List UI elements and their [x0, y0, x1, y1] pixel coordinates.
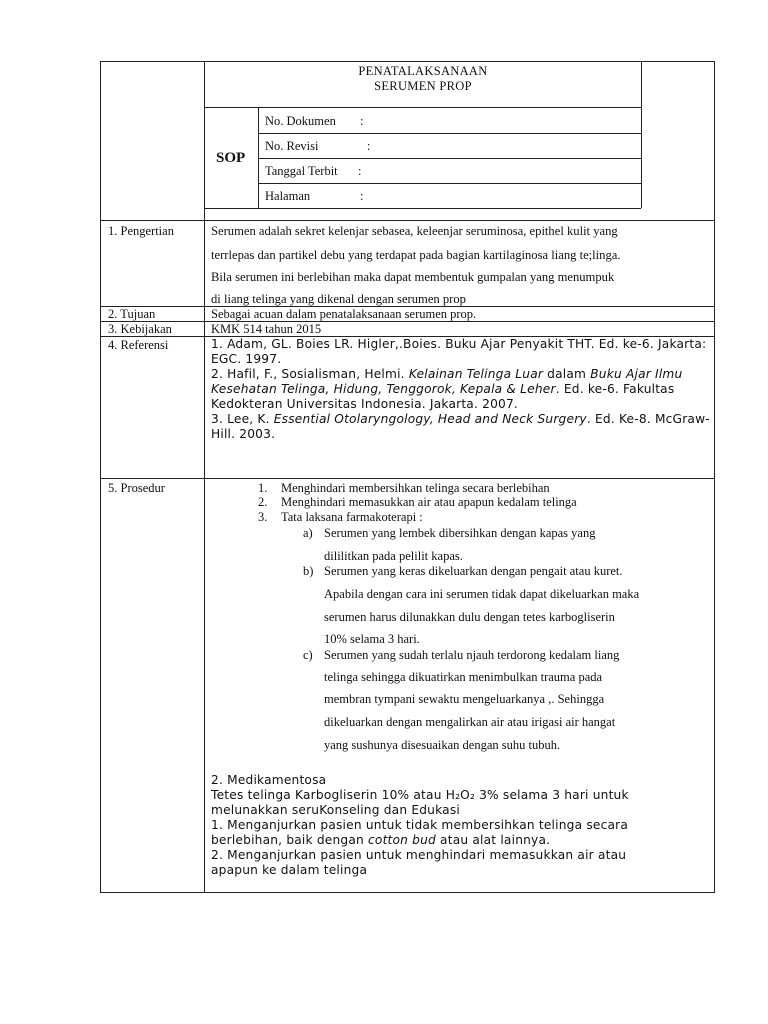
field-colon: :	[360, 114, 364, 128]
pengertian-line: Serumen adalah sekret kelenjar sebasea, keleenjar seruminosa, epithel kulit yang	[211, 224, 618, 238]
label-tujuan: 2. Tujuan	[108, 307, 156, 321]
kebijakan-text: KMK 514 tahun 2015	[211, 322, 322, 336]
sub-mark-b: b)	[303, 564, 314, 578]
ref2-in: dalam	[543, 367, 591, 381]
label-pengertian: 1. Pengertian	[108, 224, 174, 238]
prosedur-item: Menghindari memasukkan air atau apapun kedalam telinga	[281, 495, 577, 509]
referensi-3	[211, 412, 711, 442]
sub-b-line: Serumen yang keras dikeluarkan dengan pengait atau kuret.	[324, 564, 623, 578]
field-no-dokumen	[265, 114, 336, 128]
prosedur-item: Tata laksana farmakoterapi :	[281, 510, 423, 524]
ref2-chapter: Kelainan Telinga Luar	[408, 367, 544, 381]
ref3-pub: . Ed. Ke-8. McGraw-Hill. 2003.	[211, 412, 710, 441]
edukasi-item-1-cont	[211, 833, 550, 848]
medikamentosa-title: 2. Medikamentosa	[211, 773, 327, 787]
sub-b-line: Apabila dengan cara ini serumen tidak dapat dikeluarkan maka	[324, 587, 640, 601]
pengertian-line: terrlepas dan partikel debu yang terdapat pada bagian kartilaginosa liang te;linga.	[211, 248, 621, 262]
sub-c-line: membran tympani sewaktu mengeluarkanya ,. Sehingga	[324, 692, 605, 706]
doc-title-line1: PENATALAKSANAAN	[358, 64, 488, 78]
prosedur-num: 2.	[258, 495, 268, 509]
ref3-author: 3. Lee, K.	[211, 412, 274, 426]
field-colon: :	[358, 164, 362, 178]
label-referensi: 4. Referensi	[108, 338, 169, 352]
label-prosedur: 5. Prosedur	[108, 481, 165, 495]
field-no-revisi	[265, 139, 318, 153]
field-colon: :	[360, 189, 364, 203]
referensi-2	[211, 367, 711, 412]
sop-label: SOP	[216, 150, 246, 166]
sub-c-line: yang sushunya disesuaikan dengan suhu tubuh.	[324, 738, 561, 752]
sub-c-line: dikeluarkan dengan mengalirkan air atau irigasi air hangat	[324, 715, 616, 729]
pengertian-line: Bila serumen ini berlebihan maka dapat membentuk gumpalan yang menumpuk	[211, 270, 615, 284]
field-halaman	[265, 189, 310, 203]
field-label: Tanggal Terbit	[265, 164, 338, 178]
sub-b-line: serumen harus dilunakkan dulu dengan tetes karbogliserin	[324, 610, 615, 624]
edukasi-item-1: 1. Menganjurkan pasien untuk tidak membersihkan telinga secara	[211, 818, 629, 832]
doc-title-line2: SERUMEN PROP	[374, 79, 472, 93]
field-tanggal-terbit	[265, 164, 338, 178]
sub-mark-a: a)	[303, 526, 313, 540]
sub-c-line: Serumen yang sudah terlalu njauh terdorong kedalam liang	[324, 648, 620, 662]
edu1-tail: atau alat lainnya.	[435, 833, 551, 847]
sub-a-line: Serumen yang lembek dibersihkan dengan kapas yang	[324, 526, 596, 540]
prosedur-item: Menghindari membersihkan telinga secara berlebihan	[281, 481, 550, 495]
sub-mark-c: c)	[303, 648, 313, 662]
sub-a-line: dililitkan pada pelilit kapas.	[324, 549, 463, 563]
ref2-authors: 2. Hafil, F., Sosialisman, Helmi.	[211, 367, 409, 381]
sub-c-line: telinga sehingga dikuatirkan menimbulkan trauma pada	[324, 670, 603, 684]
referensi-1: 1. Adam, GL. Boies LR. Higler,.Boies. Buku Ajar Penyakit THT. Ed. ke-6. Jakarta: EGC. 1997.	[211, 337, 707, 366]
prosedur-num: 3.	[258, 510, 268, 524]
field-colon: :	[367, 139, 371, 153]
edukasi-item-2: 2. Menganjurkan pasien untuk menghindari memasukkan air atau	[211, 848, 627, 862]
field-label: No. Dokumen	[265, 114, 336, 128]
edukasi-item-2-cont: apapun ke dalam telinga	[211, 863, 368, 877]
sub-b-line: 10% selama 3 hari.	[324, 632, 420, 646]
prosedur-num: 1.	[258, 481, 268, 495]
ref2-pub: . Ed. ke-6. Fakultas Kedokteran Universitas Indonesia. Jakarta. 2007.	[211, 382, 675, 411]
ref3-book: Essential Otolaryngology, Head and Neck Surgery	[273, 412, 587, 426]
medikamentosa-line: melunakkan seruKonseling dan Edukasi	[211, 803, 460, 817]
label-kebijakan: 3. Kebijakan	[108, 322, 172, 336]
edu1-italic: cotton bud	[368, 833, 436, 847]
ref2-book: Buku Ajar Ilmu Kesehatan Telinga, Hidung, Tenggorok, Kepala & Leher	[211, 367, 683, 396]
field-label: No. Revisi	[265, 139, 319, 153]
tujuan-text: Sebagai acuan dalam penatalaksanaan serumen prop.	[211, 307, 477, 321]
edu1-text: berlebihan, baik dengan	[211, 833, 369, 847]
medikamentosa-line: Tetes telinga Karbogliserin 10% atau H₂O₂ 3% selama 3 hari untuk	[211, 788, 629, 802]
pengertian-line: di liang telinga yang dikenal dengan serumen prop	[211, 292, 466, 306]
field-label: Halaman	[265, 189, 311, 203]
